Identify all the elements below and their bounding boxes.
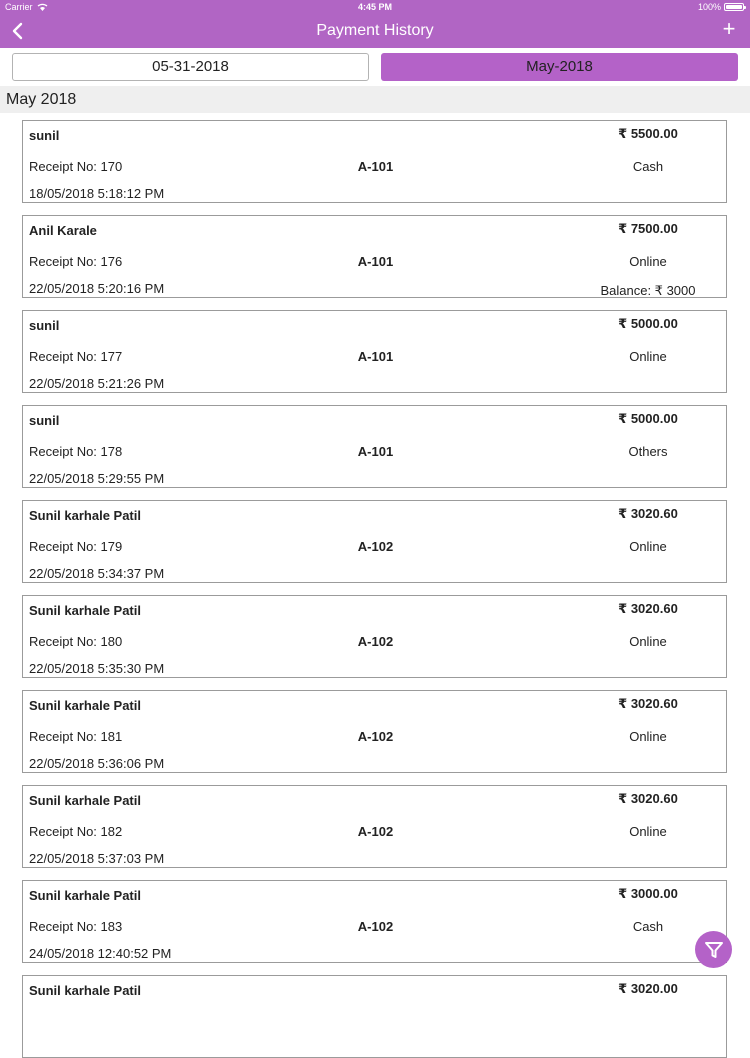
payment-amount: ₹ 3020.00 [618, 981, 678, 996]
payment-datetime: 22/05/2018 5:21:26 PM [29, 376, 165, 391]
payment-card[interactable] [22, 690, 727, 773]
battery-group [698, 2, 744, 12]
payer-name: Sunil karhale Patil [29, 698, 141, 713]
section-title: May 2018 [6, 91, 77, 108]
payment-datetime: 22/05/2018 5:34:37 PM [29, 566, 165, 581]
payment-amount: ₹ 3020.60 [618, 506, 678, 521]
payment-card[interactable] [22, 120, 727, 203]
receipt-number: Receipt No: 170 [29, 159, 123, 174]
payment-datetime: 24/05/2018 12:40:52 PM [29, 946, 172, 961]
payment-amount: ₹ 5500.00 [618, 126, 678, 141]
payer-name: Sunil karhale Patil [29, 603, 141, 618]
flat-number: A-102 [357, 539, 394, 554]
battery-icon [724, 3, 744, 11]
flat-number: A-101 [357, 349, 394, 364]
flat-number: A-102 [357, 634, 394, 649]
filter-icon [703, 939, 725, 961]
payment-mode: Online [629, 349, 667, 364]
payment-mode: Online [629, 729, 667, 744]
nav-bar [0, 14, 750, 48]
payment-datetime: 18/05/2018 5:18:12 PM [29, 186, 165, 201]
section-header [0, 86, 750, 113]
payment-card[interactable] [22, 500, 727, 583]
payment-amount: ₹ 7500.00 [618, 221, 678, 236]
payment-mode: Others [628, 444, 668, 459]
payer-name: Sunil karhale Patil [29, 983, 141, 998]
payment-card[interactable] [22, 975, 727, 1058]
payment-amount: ₹ 3020.60 [618, 696, 678, 711]
balance-amount: Balance: ₹ 3000 [600, 283, 696, 298]
payment-amount: ₹ 5000.00 [618, 411, 678, 426]
payment-datetime: 22/05/2018 5:37:03 PM [29, 851, 165, 866]
payment-card[interactable] [22, 215, 727, 298]
payment-mode: Cash [632, 919, 664, 934]
payment-datetime: 22/05/2018 5:36:06 PM [29, 756, 165, 771]
payment-amount: ₹ 3020.60 [618, 601, 678, 616]
payment-amount: ₹ 3000.00 [618, 886, 678, 901]
flat-number: A-102 [357, 729, 394, 744]
receipt-number: Receipt No: 180 [29, 634, 123, 649]
payment-mode: Online [629, 539, 667, 554]
payer-name: sunil [29, 318, 60, 333]
payment-mode: Online [629, 634, 667, 649]
payer-name: sunil [29, 413, 60, 428]
payment-card[interactable] [22, 405, 727, 488]
payment-amount: ₹ 3020.60 [618, 791, 678, 806]
flat-number: A-102 [357, 824, 394, 839]
payment-card[interactable] [22, 595, 727, 678]
page-title: Payment History [316, 22, 434, 39]
payment-card[interactable] [22, 785, 727, 868]
payment-amount: ₹ 5000.00 [618, 316, 678, 331]
payer-name: Sunil karhale Patil [29, 508, 141, 523]
filter-button[interactable] [695, 931, 732, 968]
payment-datetime: 22/05/2018 5:20:16 PM [29, 281, 165, 296]
payment-mode: Cash [632, 159, 664, 174]
receipt-number: Receipt No: 181 [29, 729, 123, 744]
receipt-number: Receipt No: 176 [29, 254, 123, 269]
receipt-number: Receipt No: 183 [29, 919, 123, 934]
flat-number: A-101 [357, 159, 394, 174]
payment-datetime: 22/05/2018 5:35:30 PM [29, 661, 165, 676]
receipt-number: Receipt No: 177 [29, 349, 123, 364]
payment-mode: Online [629, 254, 667, 269]
flat-number: A-102 [357, 919, 394, 934]
payer-name: Sunil karhale Patil [29, 888, 141, 903]
status-bar [0, 0, 750, 14]
payment-card[interactable] [22, 310, 727, 393]
battery-percent: 100% [697, 2, 721, 12]
date-picker-button[interactable]: 05-31-2018 [12, 53, 369, 81]
payer-name: Anil Karale [29, 223, 97, 238]
flat-number: A-101 [357, 444, 394, 459]
payment-datetime: 22/05/2018 5:29:55 PM [29, 471, 165, 486]
month-picker-button[interactable]: May-2018 [381, 53, 738, 81]
payer-name: Sunil karhale Patil [29, 793, 141, 808]
flat-number: A-101 [357, 254, 394, 269]
payment-mode: Online [629, 824, 667, 839]
receipt-number: Receipt No: 178 [29, 444, 123, 459]
payer-name: sunil [29, 128, 60, 143]
status-time: 4:45 PM [357, 2, 392, 12]
payment-card[interactable] [22, 880, 727, 963]
receipt-number: Receipt No: 179 [29, 539, 123, 554]
add-payment-button[interactable]: + [722, 16, 736, 41]
carrier-label: Carrier [5, 2, 33, 12]
receipt-number: Receipt No: 182 [29, 824, 123, 839]
